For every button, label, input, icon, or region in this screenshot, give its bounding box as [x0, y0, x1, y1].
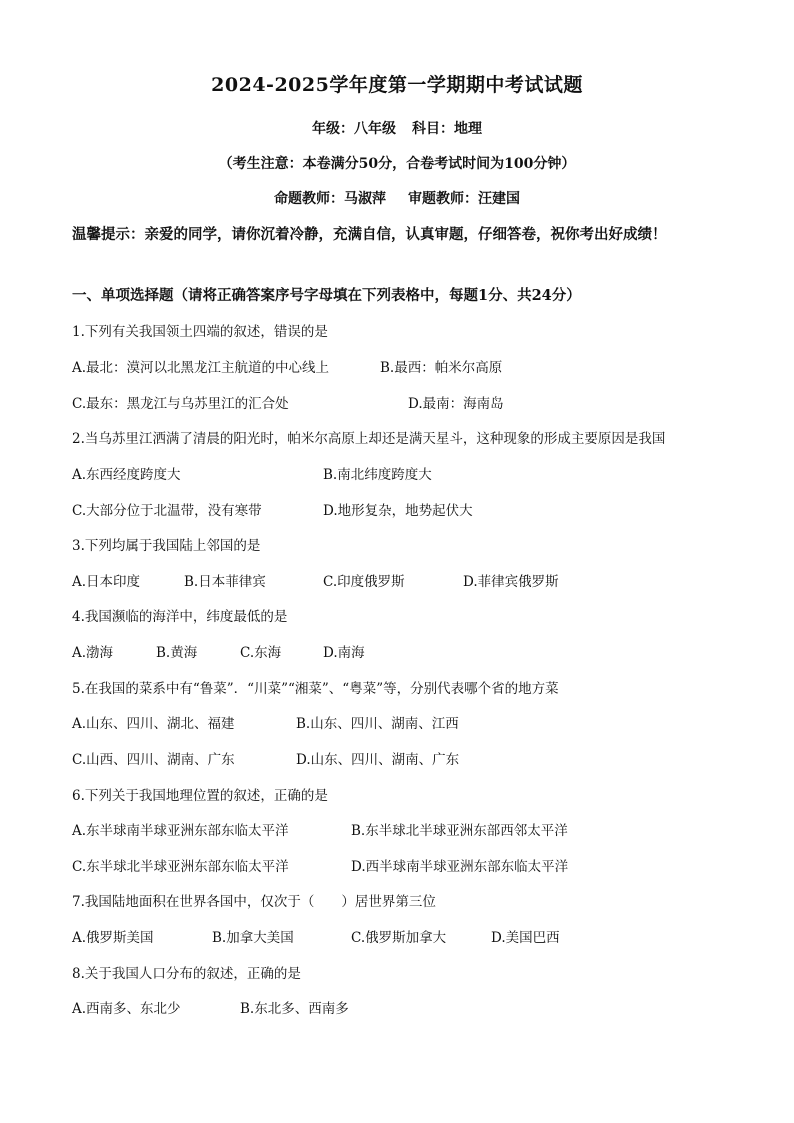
- question-stem: 5.在我国的菜系中有“鲁菜”．“川菜”“湘菜”、“粤菜”等，分别代表哪个省的地方菜: [72, 681, 559, 697]
- option-a: A.渤海: [72, 645, 114, 661]
- exam-note: （考生注意：本卷满分50分，合卷考试时间为100分钟）: [218, 156, 576, 172]
- option-c: C.山西、四川、湖南、广东: [72, 752, 235, 768]
- option-d: D.菲律宾俄罗斯: [463, 574, 559, 590]
- option-b: B.山东、四川、湖南、江西: [296, 716, 459, 732]
- question-stem: 7.我国陆地面积在世界各国中，仅次于（ ）居世界第三位: [72, 894, 436, 910]
- teachers-line: [0, 188, 794, 208]
- option-b: B.南北纬度跨度大: [323, 467, 432, 483]
- option-b: B.加拿大美国: [212, 930, 294, 946]
- question-stem: 4.我国濒临的海洋中，纬度最低的是: [72, 609, 288, 625]
- question-stem: 8.关于我国人口分布的叙述，正确的是: [72, 966, 301, 982]
- subject-label: 科目：地理: [412, 121, 482, 137]
- option-c: C.俄罗斯加拿大: [351, 930, 447, 946]
- question-stem: 2.当乌苏里江洒满了清晨的阳光时，帕米尔高原上却还是满天星斗，这种现象的形成主要原因是我国: [72, 431, 666, 447]
- option-d: D.美国巴西: [491, 930, 560, 946]
- option-a: A.东半球南半球亚洲东部东临太平洋: [72, 823, 289, 839]
- option-d: D.最南：海南岛: [408, 396, 504, 412]
- question-stem: 3.下列均属于我国陆上邻国的是: [72, 538, 261, 554]
- option-c: C.最东：黑龙江与乌苏里江的汇合处: [72, 396, 289, 412]
- option-b: B.东北多、西南多: [240, 1001, 349, 1017]
- option-b: B.最西：帕米尔高原: [380, 360, 503, 376]
- option-a: A.最北：漠河以北黑龙江主航道的中心线上: [72, 360, 330, 376]
- option-d: D.西半球南半球亚洲东部东临太平洋: [351, 859, 569, 875]
- grade-subject-line: [0, 118, 794, 138]
- option-d: D.地形复杂，地势起伏大: [323, 503, 473, 519]
- section-heading: 一、单项选择题（请将正确答案序号字母填在下列表格中，每题1分、共24分）: [72, 287, 581, 304]
- warm-tip: 温馨提示：亲爱的同学，请你沉着冷静，充满自信，认真审题，仔细答卷，祝你考出好成绩！: [72, 226, 667, 243]
- option-c: C.印度俄罗斯: [323, 574, 405, 590]
- setter-teacher: 命题教师：马淑萍: [274, 191, 386, 207]
- option-b: B.黄海: [156, 645, 198, 661]
- option-d: D.南海: [323, 645, 365, 661]
- option-c: C.东海: [240, 645, 282, 661]
- question-stem: 6.下列关于我国地理位置的叙述，正确的是: [72, 788, 328, 804]
- option-a: A.俄罗斯美国: [72, 930, 154, 946]
- option-c: C.东半球北半球亚洲东部东临太平洋: [72, 859, 289, 875]
- question-stem: 1.下列有关我国领土四端的叙述，错误的是: [72, 324, 328, 340]
- grade-label: 年级：八年级: [312, 121, 396, 137]
- exam-title: 2024-2025学年度第一学期期中考试试题: [211, 74, 583, 96]
- option-d: D.山东、四川、湖南、广东: [296, 752, 460, 768]
- option-a: A.山东、四川、湖北、福建: [72, 716, 235, 732]
- option-a: A.日本印度: [72, 574, 141, 590]
- option-a: A.东西经度跨度大: [72, 467, 181, 483]
- reviewer-teacher: 审题教师：汪建国: [408, 191, 520, 207]
- option-b: B.东半球北半球亚洲东部西邻太平洋: [351, 823, 568, 839]
- option-c: C.大部分位于北温带，没有寒带: [72, 503, 262, 519]
- option-b: B.日本菲律宾: [184, 574, 266, 590]
- option-a: A.西南多、东北少: [72, 1001, 181, 1017]
